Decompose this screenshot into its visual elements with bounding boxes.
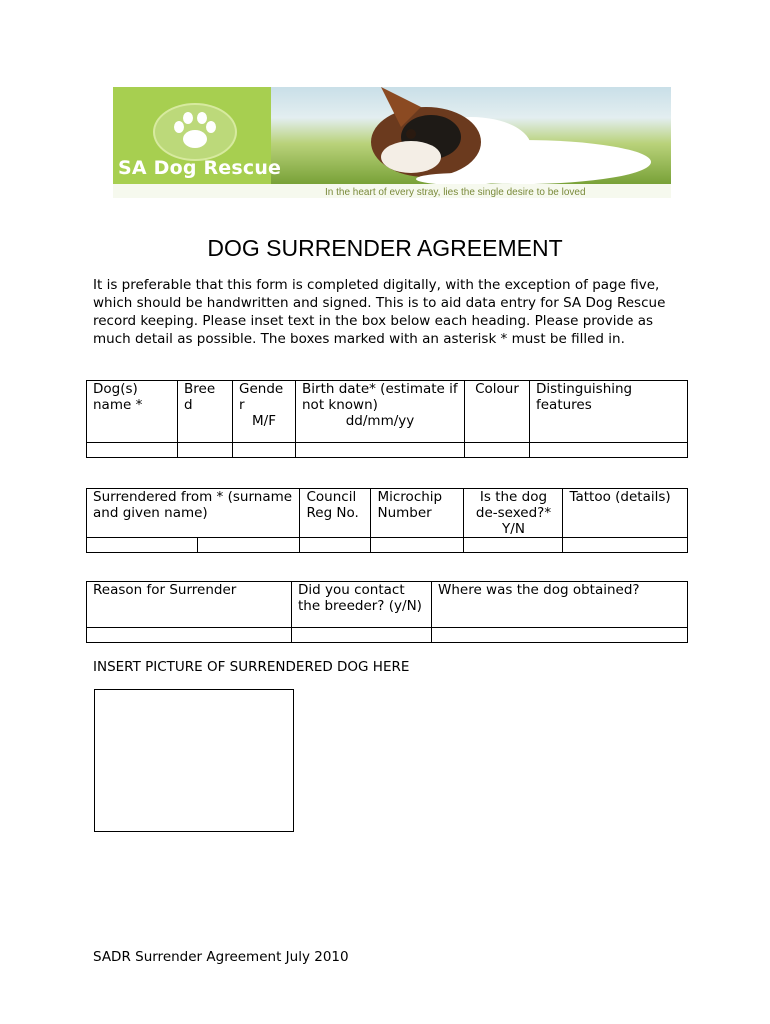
insert-picture-label: INSERT PICTURE OF SURRENDERED DOG HERE	[93, 659, 410, 675]
header-distinguishing-features: Distinguishing features	[530, 381, 688, 443]
input-dog-name[interactable]	[87, 443, 178, 458]
input-reason[interactable]	[87, 628, 292, 643]
tagline: In the heart of every stray, lies the single desire to be loved	[325, 187, 586, 198]
header-desexed: Is the dog de-sexed?* Y/N	[464, 489, 563, 538]
header-tattoo: Tattoo (details)	[563, 489, 688, 538]
dog-details-table	[86, 380, 688, 458]
intro-text: It is preferable that this form is completed digitally, with the exception of page five, which should be handwritten and signed. This is to aid data entry for SA Dog Rescue record keeping. Please inset text in the box below each heading. Please provide as much detail as possible. The boxes marked with an asterisk * must be filled in.	[93, 277, 666, 347]
input-council-reg[interactable]	[300, 538, 371, 553]
input-breed[interactable]	[178, 443, 233, 458]
input-surname[interactable]	[87, 538, 198, 553]
surrender-source-table	[86, 488, 688, 553]
header-dog-name: Dog(s) name *	[87, 381, 178, 443]
header-council-reg: Council Reg No.	[300, 489, 371, 538]
input-gender[interactable]	[233, 443, 296, 458]
input-tattoo[interactable]	[563, 538, 688, 553]
input-contact-breeder[interactable]	[292, 628, 432, 643]
input-dog-obtained[interactable]	[432, 628, 688, 643]
footer-text: SADR Surrender Agreement July 2010	[93, 949, 349, 965]
dog-photo	[271, 87, 671, 190]
page-title: DOG SURRENDER AGREEMENT	[207, 235, 563, 261]
dog-picture-box[interactable]	[94, 689, 294, 832]
paw-logo	[153, 103, 237, 161]
header-birth-date: Birth date* (estimate if not known) dd/mm/yy	[296, 381, 465, 443]
header-gender: Gende r M/F	[233, 381, 296, 443]
input-colour[interactable]	[465, 443, 530, 458]
header-surrendered-from: Surrendered from * (surname and given name)	[87, 489, 300, 538]
input-desexed[interactable]	[464, 538, 563, 553]
header-contact-breeder: Did you contact the breeder? (y/N)	[292, 582, 432, 628]
input-given-name[interactable]	[198, 538, 300, 553]
header-breed: Bree d	[178, 381, 233, 443]
input-birth-date[interactable]	[296, 443, 465, 458]
header-banner	[113, 87, 671, 190]
input-microchip[interactable]	[371, 538, 464, 553]
surrender-reason-table	[86, 581, 688, 643]
header-dog-obtained: Where was the dog obtained?	[432, 582, 688, 628]
header-microchip: Microchip Number	[371, 489, 464, 538]
header-colour: Colour	[465, 381, 530, 443]
logo-text: SA Dog Rescue	[118, 157, 282, 179]
header-reason: Reason for Surrender	[87, 582, 292, 628]
input-distinguishing-features[interactable]	[530, 443, 688, 458]
